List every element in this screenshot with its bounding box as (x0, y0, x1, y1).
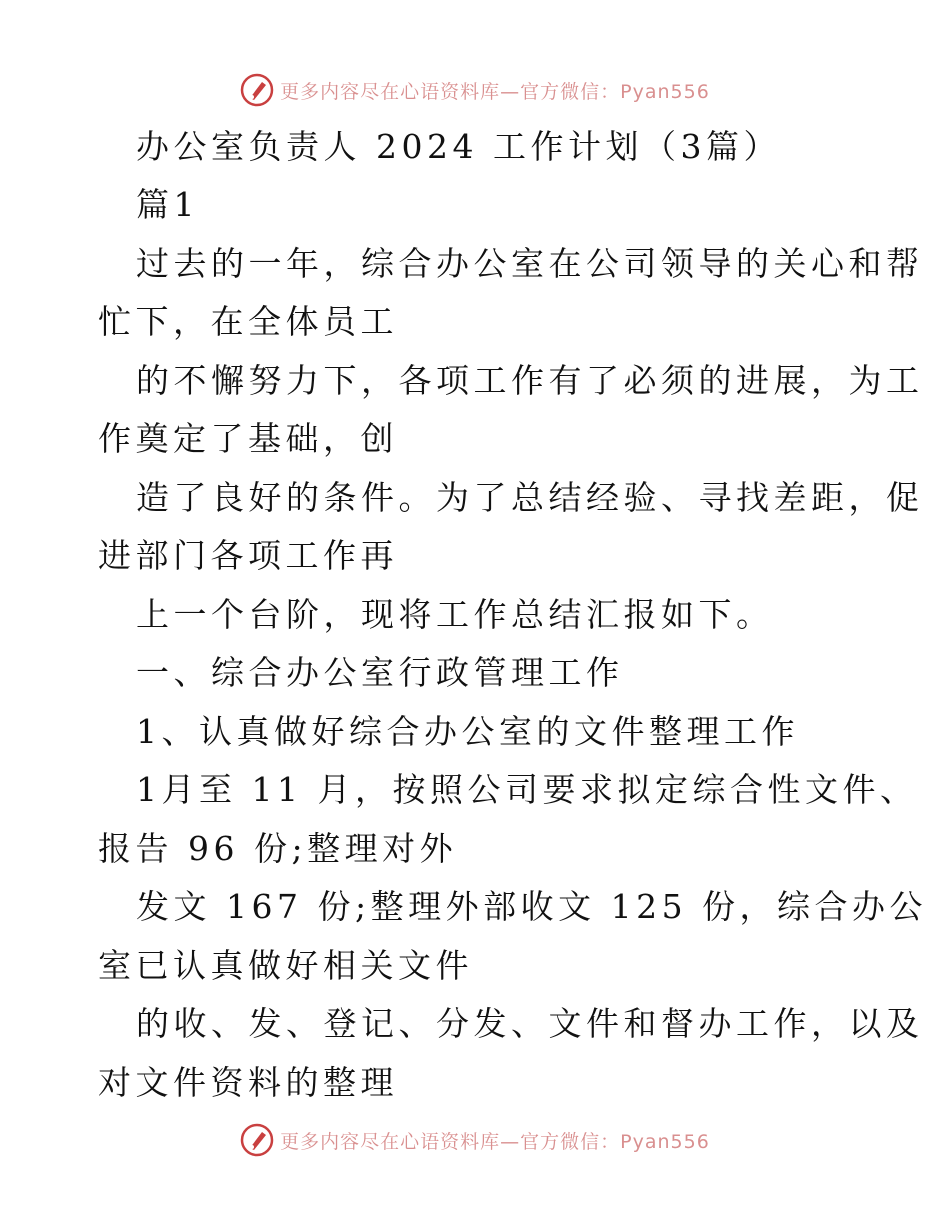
paragraph-line: 忙下，在全体员工 (98, 302, 398, 341)
pen-nib-logo-icon (240, 1123, 274, 1157)
paragraph-line: 对文件资料的整理 (98, 1063, 398, 1102)
paragraph-line: 的收、发、登记、分发、文件和督办工作，以及 (136, 1004, 924, 1043)
banner-inner (240, 1123, 710, 1157)
section-heading: 篇1 (136, 185, 199, 224)
footer-banner (0, 1120, 950, 1160)
paragraph-line: 发文 167 份;整理外部收文 125 份，综合办公 (136, 887, 928, 926)
item-heading: 1、认真做好综合办公室的文件整理工作 (136, 712, 799, 751)
paragraph-line: 1月至 11 月，按照公司要求拟定综合性文件、 (136, 770, 918, 809)
paragraph-line: 过去的一年，综合办公室在公司领导的关心和帮 (136, 244, 924, 283)
subsection-heading: 一、综合办公室行政管理工作 (136, 653, 624, 692)
paragraph-line: 的不懈努力下，各项工作有了必须的进展，为工 (136, 361, 924, 400)
banner-text: 更多内容尽在心语资料库—官方微信：Pyan556 (280, 80, 710, 103)
paragraph-line: 报告 96 份;整理对外 (98, 829, 458, 868)
pen-nib-logo-icon (240, 73, 274, 107)
paragraph-line: 上一个台阶，现将工作总结汇报如下。 (136, 595, 774, 634)
document-title: 办公室负责人 2024 工作计划（3篇） (136, 127, 781, 166)
header-banner (0, 70, 950, 110)
paragraph-line: 室已认真做好相关文件 (98, 946, 473, 985)
paragraph-line: 造了良好的条件。为了总结经验、寻找差距，促 (136, 478, 924, 517)
paragraph-line: 进部门各项工作再 (98, 536, 398, 575)
banner-inner (240, 73, 710, 107)
paragraph-line: 作奠定了基础，创 (98, 419, 398, 458)
banner-text: 更多内容尽在心语资料库—官方微信：Pyan556 (280, 1130, 710, 1153)
